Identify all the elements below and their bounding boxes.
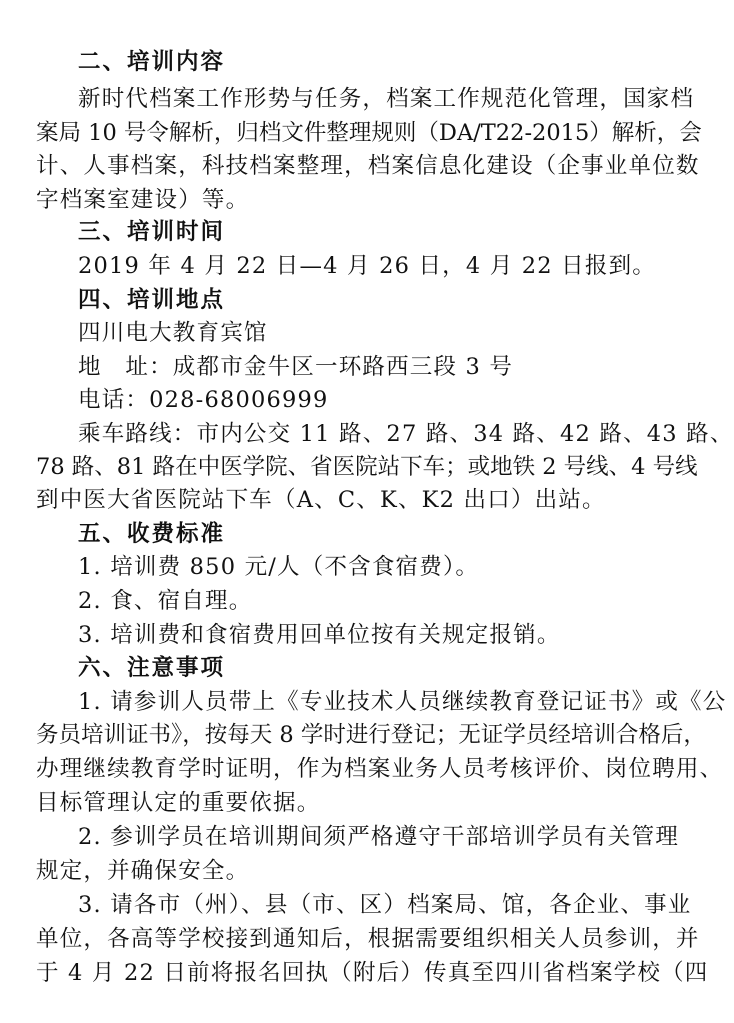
paragraph-line: 计、人事档案，科技档案整理，档案信息化建设（企事业单位数 (36, 153, 700, 179)
note-line: 规定，并确保安全。 (36, 858, 250, 884)
note-line: 目标管理认定的重要依据。 (36, 790, 321, 816)
section-heading-training-content: 二、培训内容 (78, 49, 226, 75)
note-line: 单位，各高等学校接到通知后，根据需要组织相关人员参训，并 (36, 926, 700, 952)
fee-item: 3. 培训费和食宿费用回单位按有关规定报销。 (78, 622, 561, 648)
section-heading-fee-standard: 五、收费标准 (78, 521, 226, 547)
paragraph-line: 字档案室建设）等。 (36, 187, 250, 213)
venue-name: 四川电大教育宾馆 (78, 320, 268, 346)
note-line: 于 4 月 22 日前将报名回执（附后）传真至四川省档案学校（四 (36, 960, 709, 986)
fee-item: 2. 食、宿自理。 (78, 588, 253, 614)
venue-address: 地 址：成都市金牛区一环路西三段 3 号 (78, 354, 514, 380)
route-line: 78 路、81 路在中医学院、省医院站下车；或地铁 2 号线、4 号线 (36, 454, 698, 480)
training-dates: 2019 年 4 月 22 日—4 月 26 日，4 月 22 日报到。 (78, 253, 656, 279)
fee-item: 1. 培训费 850 元/人（不含食宿费）。 (78, 554, 480, 580)
note-line: 办理继续教育学时证明，作为档案业务人员考核评价、岗位聘用、 (36, 756, 724, 782)
note-line: 务员培训证书》，按每天 8 学时进行登记；无证学员经培训合格后， (36, 722, 706, 748)
note-line: 2. 参训学员在培训期间须严格遵守干部培训学员有关管理 (78, 824, 680, 850)
paragraph-line: 案局 10 号令解析，归档文件整理规则（DA/T22-2015）解析，会 (36, 120, 702, 146)
section-heading-notes: 六、注意事项 (78, 655, 226, 681)
venue-phone: 电话：028-68006999 (78, 387, 329, 413)
note-line: 1. 请参训人员带上《专业技术人员继续教育登记证书》或《公 (78, 689, 727, 715)
section-heading-training-time: 三、培训时间 (78, 219, 226, 245)
paragraph-line: 新时代档案工作形势与任务，档案工作规范化管理，国家档 (78, 86, 695, 112)
route-line: 到中医大省医院站下车（A、C、K、K2 出口）出站。 (36, 487, 606, 513)
route-line: 乘车路线：市内公交 11 路、27 路、34 路、42 路、43 路、 (78, 421, 734, 447)
note-line: 3. 请各市（州）、县（市、区）档案局、馆，各企业、事业 (78, 892, 692, 918)
section-heading-training-location: 四、培训地点 (78, 287, 226, 313)
